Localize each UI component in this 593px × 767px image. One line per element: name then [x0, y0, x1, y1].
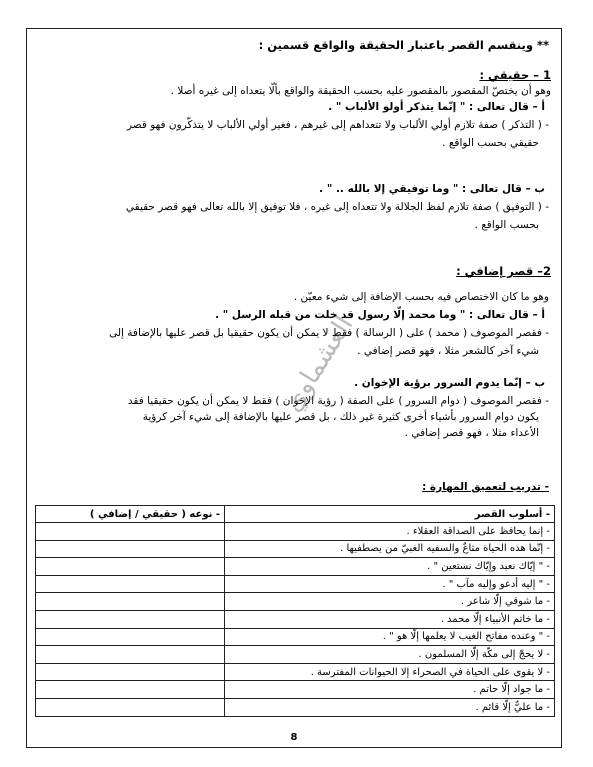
table-row: [36, 610, 555, 628]
row-style-cell: - " إيّاك نعبد وإيّاك نستعين " .: [225, 558, 555, 576]
row-style-cell: - ما شوقي إلّا شاعر .: [225, 593, 555, 611]
section1-example-b-verse: ب – قال تعالى : " وما توفيقي إلا بالله .. " .: [319, 183, 545, 195]
table-row: [36, 646, 555, 664]
row-answer-cell[interactable]: [36, 698, 225, 716]
table-row: [36, 698, 555, 716]
section2-example-b-explanation-cont: يكون دوام السرور بأشياء أخرى كثيرة غير ذلك ، بل قصر عليها بالإضافة إلى شيء آخر كرؤية: [142, 411, 539, 423]
main-heading: ** وينقسم القصر باعتبار الحقيقة والواقع قسمين :: [258, 38, 549, 52]
watermark: العشماوي: [277, 310, 360, 418]
document-page: [26, 28, 562, 748]
table-row: [36, 681, 555, 699]
row-answer-cell[interactable]: [36, 663, 225, 681]
row-style-cell: - إنما يحافظ على الصداقة العقلاء .: [225, 523, 555, 541]
section2-example-a-explanation-cont: شيء آخر كالشعر مثلا ، فهو قصر إضافي .: [357, 345, 539, 357]
table-row: [36, 558, 555, 576]
table-row: [36, 663, 555, 681]
page-number: 8: [290, 732, 298, 743]
row-style-cell: - إنّما هذه الحياة متاعٌ والسفيه الغبيّ من يصطفيها .: [225, 540, 555, 558]
row-answer-cell[interactable]: [36, 540, 225, 558]
section2-example-b-explanation: - فقصر الموصوف ( دوام السرور ) على الصفة ( رؤية الإخوان ) فقط لا يمكن أن يكون حقيقيا فقد: [127, 395, 549, 407]
row-style-cell: - " وعنده مفاتح الغيب لا يعلمها إلّا هو " .: [225, 628, 555, 646]
section2-example-a-verse: أ – قال تعالى : " وما محمد إلّا رسول قد خلت من قبله الرسل " .: [215, 309, 545, 321]
section2-example-b-explanation-end: الأعداء مثلا ، فهو قصر إضافي .: [404, 427, 539, 439]
row-style-cell: - ما عليٌّ إلّا قائم .: [225, 698, 555, 716]
row-answer-cell[interactable]: [36, 681, 225, 699]
exercise-table: [35, 505, 555, 717]
row-style-cell: - ما خاتم الأنبياء إلّا محمد .: [225, 610, 555, 628]
row-style-cell: - لا يحجّ إلى مكّة إلّا المسلمون .: [225, 646, 555, 664]
section1-example-b-explanation-cont: بحسب الواقع .: [474, 219, 539, 231]
row-style-cell: - " إليه أدعو وإليه مآب " .: [225, 575, 555, 593]
section1-example-a-explanation: - ( التذكر ) صفة تلازم أولي الألباب ولا تتعداهم إلى غيرهم ، فغير أولي الألباب لا يتذكّرون فهو قصر: [126, 119, 549, 131]
table-row: [36, 540, 555, 558]
column-header-style: - أسلوب القصر: [225, 506, 555, 523]
section1-example-a-explanation-cont: حقيقي بحسب الواقع .: [442, 137, 539, 149]
row-answer-cell[interactable]: [36, 646, 225, 664]
section2-example-b-verse: ب – إنّما يدوم السرور برؤية الإخوان .: [354, 377, 545, 389]
row-answer-cell[interactable]: [36, 610, 225, 628]
table-row: [36, 628, 555, 646]
column-header-type: - نوعه ( حقيقي / إضافي ): [36, 506, 225, 523]
section2-title: 2– قصر إضافي :: [456, 264, 551, 278]
section1-example-a-verse: أ – قال تعالى : " إنّما يتذكر أولو الألباب " .: [328, 101, 545, 113]
row-answer-cell[interactable]: [36, 593, 225, 611]
section1-definition: وهو أن يختصّ المقصور بالمقصور عليه بحسب الحقيقة والواقع بألّا يتعداه إلى غيره أصلا .: [170, 85, 551, 97]
table-row: [36, 593, 555, 611]
exercise-title: - تدريب لتعميق المهارة :: [422, 481, 549, 493]
row-answer-cell[interactable]: [36, 558, 225, 576]
section1-title: 1 – حقيقي :: [479, 68, 551, 82]
table-row: [36, 575, 555, 593]
row-answer-cell[interactable]: [36, 628, 225, 646]
row-answer-cell[interactable]: [36, 523, 225, 541]
table-header-row: [36, 506, 555, 523]
row-style-cell: - لا يقوى على الحياة في الصحراء إلا الحيوانات المفترسة .: [225, 663, 555, 681]
section2-example-a-explanation: - فقصر الموصوف ( محمد ) على ( الرسالة ) فقط لا يمكن أن يكون حقيقيا بل قصر عليها بالإضافة إلى: [109, 327, 549, 339]
section1-example-b-explanation: - ( التوفيق ) صفة تلازم لفظ الجلالة ولا تتعداه إلى غيره ، فلا توفيق إلا بالله تعالى فهو قصر حقيقي: [125, 201, 549, 213]
section2-definition: وهو ما كان الاختصاص فيه بحسب الإضافة إلى شيء معيّن .: [293, 291, 549, 303]
row-answer-cell[interactable]: [36, 575, 225, 593]
table-row: [36, 523, 555, 541]
row-style-cell: - ما جواد إلّا حاتم .: [225, 681, 555, 699]
